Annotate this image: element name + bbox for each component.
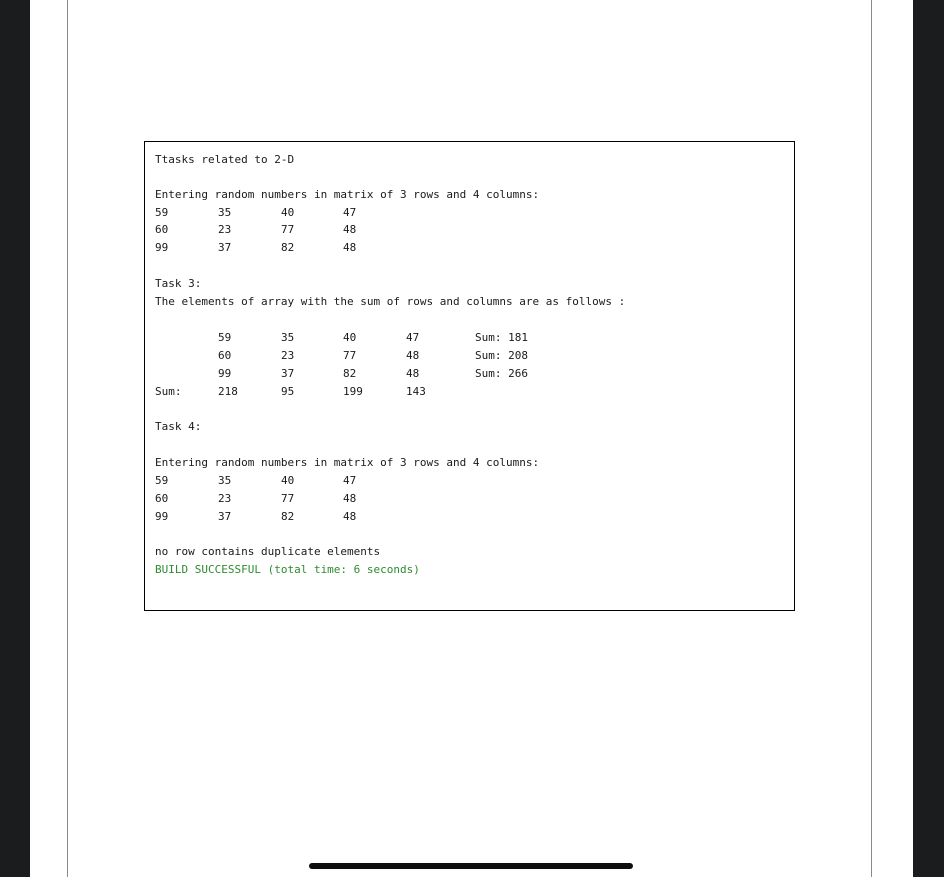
matrix2-cell: 48 xyxy=(343,510,357,523)
build-status: BUILD SUCCESSFUL (total time: 6 seconds) xyxy=(155,563,420,576)
matrix1-cell: 35 xyxy=(218,206,232,219)
task3-cell: 99 xyxy=(218,367,232,380)
column-sum-value: 199 xyxy=(343,385,363,398)
no-duplicates-message: no row contains duplicate elements xyxy=(155,545,381,558)
matrix1-cell: 59 xyxy=(155,206,169,219)
task3-description: The elements of array with the sum of rows and columns are as follows : xyxy=(155,295,626,308)
matrix1-cell: 48 xyxy=(343,241,357,254)
matrix2-cell: 47 xyxy=(343,474,357,487)
matrix2-cell: 59 xyxy=(155,474,169,487)
matrix2-cell: 60 xyxy=(155,492,169,505)
column-sum-label: Sum: xyxy=(155,385,182,398)
matrix2-cell: 35 xyxy=(218,474,232,487)
matrix2-cell: 37 xyxy=(218,510,232,523)
matrix1-cell: 47 xyxy=(343,206,357,219)
matrix2-cell: 77 xyxy=(281,492,295,505)
matrix1-cell: 60 xyxy=(155,223,169,236)
task3-cell: 48 xyxy=(406,349,420,362)
matrix2-cell: 48 xyxy=(343,492,357,505)
matrix2-cell: 23 xyxy=(218,492,232,505)
matrix2-cell: 40 xyxy=(281,474,295,487)
matrix1-cell: 48 xyxy=(343,223,357,236)
task3-cell: 47 xyxy=(406,331,420,344)
matrix1-cell: 40 xyxy=(281,206,295,219)
matrix1-cell: 77 xyxy=(281,223,295,236)
task3-row-sum: Sum: 266 xyxy=(475,367,528,380)
matrix1-cell: 37 xyxy=(218,241,232,254)
matrix2-cell: 99 xyxy=(155,510,169,523)
home-indicator[interactable] xyxy=(309,863,633,869)
task3-cell: 40 xyxy=(343,331,357,344)
entering-matrix-line-1: Entering random numbers in matrix of 3 rows and 4 columns: xyxy=(155,188,540,201)
task3-label: Task 3: xyxy=(155,277,202,290)
task3-cell: 77 xyxy=(343,349,357,362)
task3-row-sum: Sum: 181 xyxy=(475,331,528,344)
task3-cell: 37 xyxy=(281,367,295,380)
page-edge-right xyxy=(871,0,872,877)
column-sum-value: 95 xyxy=(281,385,295,398)
output-title: Ttasks related to 2-D xyxy=(155,153,295,166)
matrix2-cell: 82 xyxy=(281,510,295,523)
page-edge-left xyxy=(67,0,68,877)
task3-cell: 82 xyxy=(343,367,357,380)
matrix1-cell: 99 xyxy=(155,241,169,254)
column-sum-value: 218 xyxy=(218,385,238,398)
matrix1-cell: 23 xyxy=(218,223,232,236)
task3-cell: 35 xyxy=(281,331,295,344)
task3-row-sum: Sum: 208 xyxy=(475,349,528,362)
entering-matrix-line-2: Entering random numbers in matrix of 3 rows and 4 columns: xyxy=(155,456,540,469)
matrix1-cell: 82 xyxy=(281,241,295,254)
task3-cell: 60 xyxy=(218,349,232,362)
task3-cell: 23 xyxy=(281,349,295,362)
console-output-panel xyxy=(144,141,795,611)
task3-cell: 48 xyxy=(406,367,420,380)
task4-label: Task 4: xyxy=(155,420,202,433)
task3-cell: 59 xyxy=(218,331,232,344)
column-sum-value: 143 xyxy=(406,385,426,398)
